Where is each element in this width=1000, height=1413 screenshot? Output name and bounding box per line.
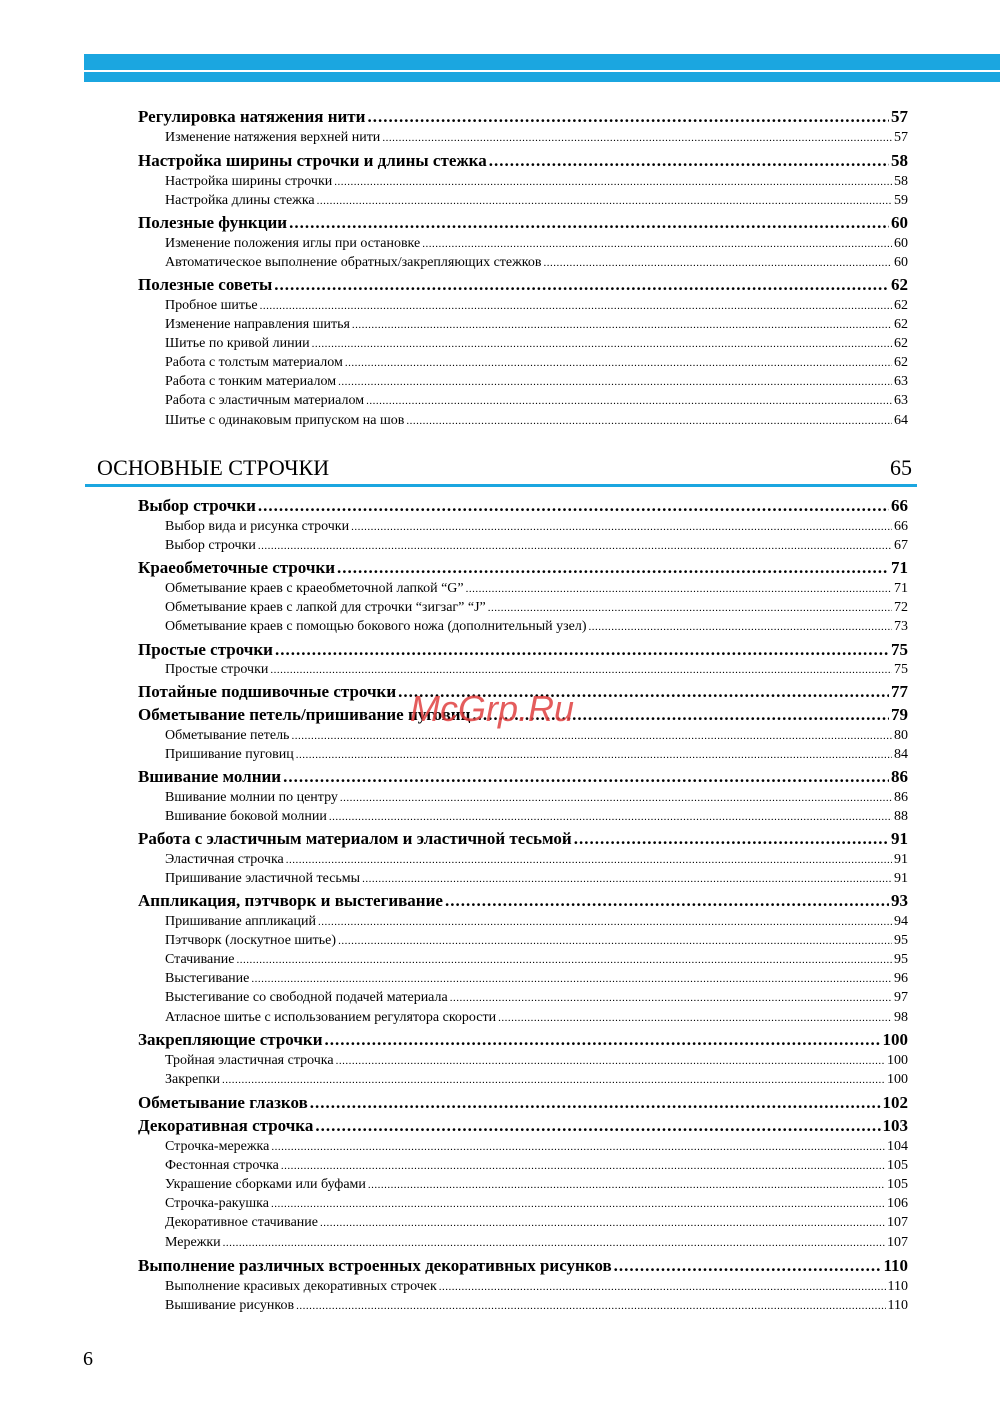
toc-leader-dots [271,1196,885,1212]
toc-subsection-entry [165,990,908,1006]
toc-subsection-entry [165,1177,908,1193]
toc-leader-dots [291,728,892,744]
toc-subsection-entry [165,355,908,371]
toc-entry-title: Простые строчки [165,662,269,677]
chapter-rule [85,484,917,487]
toc-entry-title: Эластичная строчка [165,852,284,867]
toc-entry-page: 57 [891,107,908,126]
toc-leader-dots [589,619,893,635]
toc-entry-title: Краеобметочные строчки [138,558,336,577]
toc-entry-page: 88 [894,809,908,824]
toc-entry-page: 91 [894,852,908,867]
toc-entry-page: 97 [894,990,908,1005]
chapter-title: ОСНОВНЫЕ СТРОЧКИ [97,455,330,480]
toc-leader-dots [222,1072,885,1088]
toc-entry-page: 67 [894,538,908,553]
toc-entry-title: Шитье с одинаковым припуском на шов [165,413,405,428]
toc-entry-title: Полезные функции [138,213,288,232]
toc-leader-dots [274,275,889,295]
toc-entry-title: Вшивание боковой молнии [165,809,327,824]
toc-subsection-entry [165,374,908,390]
toc-entry-page: 84 [894,747,908,762]
header-bar [84,54,1000,82]
toc-entry-title: Настройка ширины строчки [165,174,333,189]
toc-entry-title: Выбор вида и рисунка строчки [165,519,350,534]
toc-entry-page: 86 [894,790,908,805]
toc-subsection-entry [165,1010,908,1026]
toc-leader-dots [337,558,889,578]
toc-entry-title: Работа с толстым материалом [165,355,343,370]
toc-subsection-entry [165,317,908,333]
toc-entry-title: Пришивание пуговиц [165,747,294,762]
toc-entry-title: Выбор строчки [165,538,256,553]
toc-entry-page: 63 [894,374,908,389]
toc-leader-dots [366,393,892,409]
toc-section-entry [138,829,908,849]
toc-entry-page: 60 [891,213,908,232]
toc-subsection-entry [165,971,908,987]
toc-entry-page: 110 [883,1256,908,1275]
toc-entry-title: Работа с эластичным материалом [165,393,365,408]
toc-entry-page: 60 [894,255,908,270]
toc-entry-page: 94 [894,914,908,929]
toc-entry-page: 79 [891,705,908,724]
toc-entry-page: 95 [894,952,908,967]
toc-subsection-entry [165,393,908,409]
toc-leader-dots [340,790,892,806]
toc-entry-title: Простые строчки [138,640,273,659]
toc-entry-page: 100 [887,1053,908,1068]
toc-entry-page: 77 [891,682,908,701]
toc-entry-title: Регулировка натяжения нити [138,107,366,126]
toc-entry-title: Закрепляющие строчки [138,1030,323,1049]
toc-entry-page: 110 [887,1279,908,1294]
toc-subsection-entry [165,914,908,930]
toc-leader-dots [334,174,892,190]
toc-entry-title: Вшивание молнии по центру [165,790,338,805]
toc-leader-dots [450,990,892,1006]
toc-leader-dots [466,581,892,597]
toc-leader-dots [270,662,892,678]
toc-subsection-entry [165,933,908,949]
toc-subsection-entry [165,1235,908,1251]
toc-leader-dots [445,891,889,911]
header-bar-line [84,70,1000,72]
toc-subsection-entry [165,298,908,314]
toc-entry-page: 91 [891,829,908,848]
toc-entry-page: 64 [894,413,908,428]
toc-entry-page: 80 [894,728,908,743]
toc-leader-dots [406,413,892,429]
toc-entry-page: 110 [887,1298,908,1313]
toc-entry-page: 102 [882,1093,908,1112]
toc-leader-dots [310,1093,881,1113]
toc-entry-title: Мережки [165,1235,221,1250]
toc-entry-title: Атласное шитье с использованием регулятора скорости [165,1010,497,1025]
toc-subsection-entry [165,519,908,535]
toc-entry-page: 93 [891,891,908,910]
toc-leader-dots [236,952,892,968]
toc-entry-title: Пришивание аппликаций [165,914,316,929]
toc-leader-dots [317,193,892,209]
toc-leader-dots [325,1030,881,1050]
toc-subsection-entry [165,747,908,763]
toc-entry-page: 75 [894,662,908,677]
toc-subsection-entry [165,538,908,554]
toc-subsection-entry [165,174,908,190]
toc-entry-page: 60 [894,236,908,251]
toc-entry-title: Декоративное стачивание [165,1215,319,1230]
chapter-heading [97,455,912,481]
toc-entry-title: Изменение натяжения верхней нити [165,130,381,145]
toc-leader-dots [338,374,892,390]
toc-entry-title: Аппликация, пэтчворк и выстегивание [138,891,443,910]
toc-leader-dots [223,1235,885,1251]
toc-leader-dots [498,1010,892,1026]
toc-entry-title: Обметывание петель [165,728,290,743]
toc-entry-page: 107 [887,1215,908,1230]
toc-entry-page: 62 [894,336,908,351]
toc-entry-title: Выстегивание со свободной подачей материала [165,990,448,1005]
toc-subsection-entry [165,193,908,209]
toc-entry-page: 62 [894,298,908,313]
toc-entry-title: Декоративная строчка [138,1116,314,1135]
toc-subsection-entry [165,809,908,825]
toc-leader-dots [382,130,892,146]
toc-subsection-entry [165,790,908,806]
toc-entry-page: 63 [894,393,908,408]
toc-entry-page: 95 [894,933,908,948]
toc-entry-page: 105 [887,1158,908,1173]
toc-leader-dots [283,767,889,787]
toc-entry-page: 62 [891,275,908,294]
toc-subsection-entry [165,662,908,678]
toc-section-entry [138,1093,908,1113]
toc-entry-title: Пробное шитье [165,298,258,313]
toc-entry-title: Закрепки [165,1072,221,1087]
toc-leader-dots [275,640,889,660]
toc-entry-page: 96 [894,971,908,986]
toc-entry-page: 98 [894,1010,908,1025]
toc-section-entry [138,151,908,171]
toc-leader-dots [296,747,892,763]
toc-section-entry [138,558,908,578]
toc-section-entry [138,275,908,295]
toc-entry-page: 103 [882,1116,908,1135]
toc-entry-page: 62 [894,317,908,332]
toc-entry-title: Работа с эластичным материалом и эластичной тесьмой [138,829,572,848]
toc-entry-title: Обметывание краев с лапкой для строчки “зигзаг” “J” [165,600,486,615]
toc-subsection-entry [165,1139,908,1155]
toc-leader-dots [338,933,892,949]
toc-subsection-entry [165,619,908,635]
toc-leader-dots [329,809,892,825]
toc-entry-page: 58 [894,174,908,189]
toc-leader-dots [367,107,889,127]
toc-leader-dots [336,1053,885,1069]
toc-subsection-entry [165,236,908,252]
toc-subsection-entry [165,1215,908,1231]
toc-leader-dots [362,871,892,887]
toc-leader-dots [271,1139,885,1155]
toc-leader-dots [345,355,892,371]
toc-subsection-entry [165,1158,908,1174]
toc-subsection-entry [165,1196,908,1212]
toc-entry-title: Настройка ширины строчки и длины стежка [138,151,487,170]
toc-entry-title: Обметывание петель/пришивание пуговиц [138,705,471,724]
toc-subsection-entry [165,413,908,429]
toc-entry-title: Изменение положения иглы при остановке [165,236,421,251]
toc-leader-dots [289,213,889,233]
toc-leader-dots [315,1116,880,1136]
toc-entry-title: Обметывание краев с краеобметочной лапкой “G” [165,581,464,596]
toc-section-entry [138,107,908,127]
toc-entry-page: 106 [887,1196,908,1211]
toc-entry-title: Строчка-мережка [165,1139,270,1154]
toc-entry-title: Вшивание молнии [138,767,282,786]
toc-subsection-entry [165,130,908,146]
toc-entry-page: 104 [887,1139,908,1154]
toc-section-entry [138,891,908,911]
toc-leader-dots [368,1177,885,1193]
toc-entry-title: Обметывание краев с помощью бокового ножа (дополнительный узел) [165,619,587,634]
toc-leader-dots [489,151,889,171]
toc-section-entry [138,640,908,660]
toc-entry-title: Выбор строчки [138,496,256,515]
toc-entry-title: Выполнение красивых декоративных строчек [165,1279,437,1294]
toc-leader-dots [296,1298,885,1314]
toc-entry-title: Стачивание [165,952,235,967]
toc-entry-page: 59 [894,193,908,208]
toc-section-entry [138,496,908,516]
toc-subsection-entry [165,581,908,597]
chapter-page: 65 [890,455,912,480]
toc-section-entry [138,1116,908,1136]
toc-subsection-entry [165,1053,908,1069]
toc-entry-title: Изменение направления шитья [165,317,350,332]
toc-entry-title: Работа с тонким материалом [165,374,337,389]
toc-entry-title: Фестонная строчка [165,1158,279,1173]
toc-entry-title: Пришивание эластичной тесьмы [165,871,361,886]
toc-entry-title: Тройная эластичная строчка [165,1053,334,1068]
toc-subsection-entry [165,1298,908,1314]
toc-entry-title: Пэтчворк (лоскутное шитье) [165,933,337,948]
toc-subsection-entry [165,336,908,352]
page-number: 6 [83,1348,93,1370]
toc-entry-page: 58 [891,151,908,170]
toc-leader-dots [614,1256,882,1276]
toc-subsection-entry [165,852,908,868]
toc-entry-title: Украшение сборками или буфами [165,1177,366,1192]
toc-section-entry [138,767,908,787]
toc-leader-dots [286,852,892,868]
toc-leader-dots [574,829,889,849]
toc-subsection-entry [165,728,908,744]
toc-entry-title: Автоматическое выполнение обратных/закрепляющих стежков [165,255,542,270]
toc-entry-page: 75 [891,640,908,659]
toc-entry-page: 66 [891,496,908,515]
toc-subsection-entry [165,600,908,616]
toc-entry-title: Полезные советы [138,275,273,294]
toc-leader-dots [439,1279,886,1295]
toc-entry-page: 107 [887,1235,908,1250]
toc-section-entry [138,1256,908,1276]
toc-entry-page: 91 [894,871,908,886]
toc-entry-page: 71 [891,558,908,577]
toc-entry-title: Выстегивание [165,971,250,986]
toc-entry-page: 100 [887,1072,908,1087]
toc-subsection-entry [165,1279,908,1295]
toc-leader-dots [320,1215,885,1231]
toc-entry-title: Строчка-ракушка [165,1196,269,1211]
toc-entry-page: 100 [882,1030,908,1049]
toc-section-entry [138,213,908,233]
toc-leader-dots [351,519,892,535]
toc-subsection-entry [165,1072,908,1088]
toc-section-entry [138,1030,908,1050]
watermark: McGrp.Ru [410,688,575,729]
toc-leader-dots [312,336,892,352]
toc-leader-dots [352,317,892,333]
toc-leader-dots [258,496,889,516]
toc-entry-page: 86 [891,767,908,786]
toc-entry-title: Потайные подшивочные строчки [138,682,397,701]
toc-entry-title: Выполнение различных встроенных декоративных рисунков [138,1256,612,1275]
toc-leader-dots [488,600,892,616]
toc-entry-page: 57 [894,130,908,145]
toc-leader-dots [543,255,892,271]
toc-entry-page: 72 [894,600,908,615]
toc-entry-page: 105 [887,1177,908,1192]
toc-entry-title: Обметывание глазков [138,1093,308,1112]
toc-leader-dots [260,298,892,314]
toc-subsection-entry [165,871,908,887]
toc-leader-dots [318,914,892,930]
toc-leader-dots [281,1158,885,1174]
toc-entry-page: 62 [894,355,908,370]
toc-leader-dots [422,236,892,252]
toc-entry-page: 66 [894,519,908,534]
toc-entry-title: Шитье по кривой линии [165,336,310,351]
toc-leader-dots [251,971,892,987]
toc-subsection-entry [165,255,908,271]
toc-entry-page: 71 [894,581,908,596]
toc-subsection-entry [165,952,908,968]
toc-leader-dots [258,538,892,554]
toc-entry-page: 73 [894,619,908,634]
toc-entry-title: Вышивание рисунков [165,1298,295,1313]
toc-entry-title: Настройка длины стежка [165,193,315,208]
